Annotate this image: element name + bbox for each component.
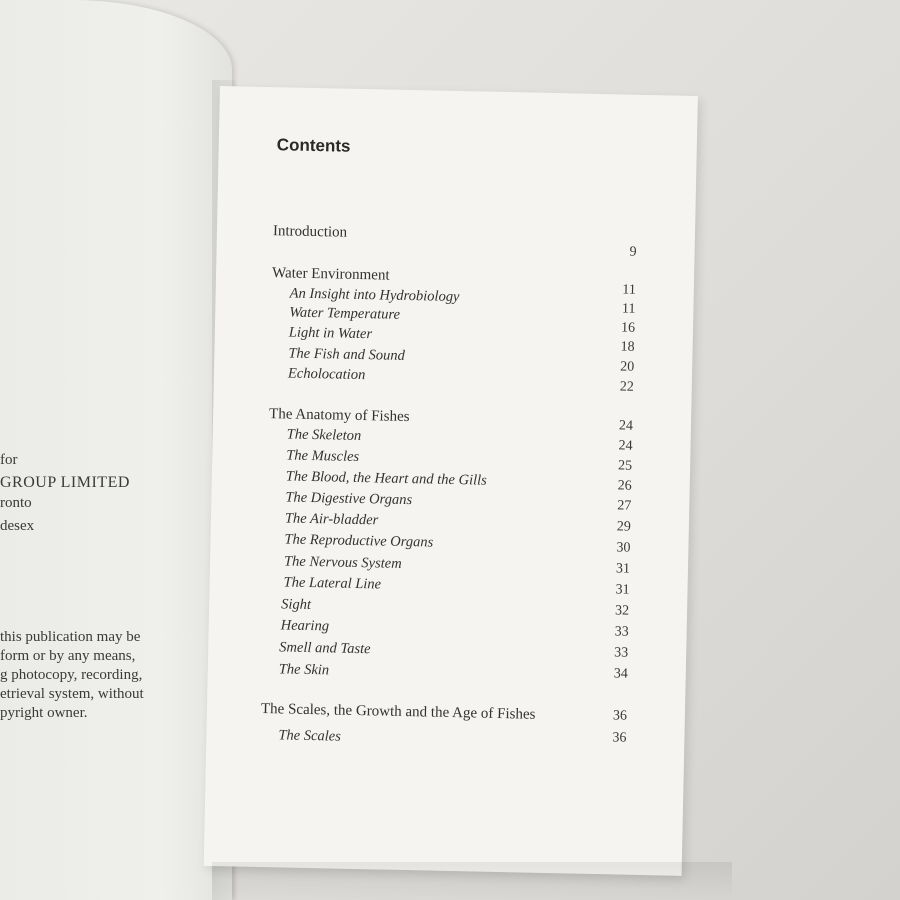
toc-entry-title: Hearing — [280, 617, 330, 635]
toc-entry-title: The Scales, the Growth and the Age of Fishes — [260, 700, 536, 723]
toc-page-number: 32 — [614, 603, 630, 619]
toc-entry-title: The Skin — [278, 661, 330, 679]
left-page-line: GROUP LIMITED — [0, 474, 130, 491]
toc-entry-title: Introduction — [272, 223, 348, 241]
right-page — [204, 86, 698, 876]
toc-entry-title: The Digestive Organs — [285, 489, 413, 509]
toc-entry-title: The Fish and Sound — [288, 345, 405, 364]
toc-page-number: 24 — [618, 418, 634, 434]
toc-entry-title: The Anatomy of Fishes — [268, 406, 410, 426]
toc-entry-title: Sight — [280, 596, 312, 614]
toc-page-number: 34 — [613, 666, 628, 682]
toc-page-number: 26 — [617, 478, 632, 494]
toc-page-number: 22 — [619, 379, 634, 395]
left-page-line: this publication may be — [0, 629, 141, 645]
page-shadow — [212, 862, 732, 900]
toc-page-number: 30 — [616, 540, 631, 556]
left-page-line: ronto — [0, 495, 32, 511]
toc-entry-title: The Skeleton — [286, 426, 362, 445]
toc-entry-title: The Air-bladder — [284, 510, 379, 529]
toc-entry-title: Water Environment — [271, 265, 390, 284]
toc-page-number: 20 — [620, 359, 635, 375]
toc-entry-title: The Lateral Line — [283, 574, 382, 593]
table-of-contents — [204, 86, 698, 876]
toc-entry-title: The Reproductive Organs — [284, 531, 434, 551]
toc-page-number: 25 — [617, 458, 633, 474]
toc-entry-title: Smell and Taste — [279, 639, 371, 658]
toc-page-number: 29 — [616, 519, 632, 535]
toc-page-number: 18 — [620, 339, 635, 355]
toc-page-number: 33 — [614, 645, 629, 661]
toc-entry-title: Echolocation — [287, 365, 366, 384]
toc-page-number: 16 — [620, 320, 636, 336]
toc-entry-title: The Scales — [278, 727, 341, 745]
toc-page-number: 9 — [629, 244, 637, 260]
toc-page-number: 36 — [612, 730, 627, 746]
toc-entry-title: The Blood, the Heart and the Gills — [285, 468, 487, 489]
left-page-line: form or by any means, — [0, 648, 136, 664]
toc-entry-title: The Nervous System — [283, 553, 402, 572]
left-page-line: for — [0, 452, 18, 468]
toc-page-number: 27 — [617, 498, 632, 514]
toc-page-number: 11 — [621, 301, 636, 317]
left-page-line: desex — [0, 518, 35, 534]
left-page — [0, 0, 232, 900]
toc-page-number: 36 — [612, 708, 628, 724]
left-page-line: g photocopy, recording, — [0, 667, 143, 683]
toc-page-number: 11 — [622, 282, 636, 298]
toc-entry-title: Light in Water — [288, 324, 373, 343]
toc-page-number: 33 — [614, 624, 629, 640]
toc-entry-title: An Insight into Hydrobiology — [289, 285, 460, 306]
toc-page-number: 24 — [618, 438, 633, 454]
left-page-line: etrieval system, without — [0, 686, 144, 702]
toc-entry-title: The Muscles — [286, 447, 360, 465]
toc-page-number: 31 — [615, 582, 630, 598]
left-page-line: pyright owner. — [0, 705, 88, 721]
toc-page-number: 31 — [615, 561, 631, 577]
toc-entry-title: Water Temperature — [289, 304, 401, 323]
contents-heading: Contents — [276, 135, 351, 156]
